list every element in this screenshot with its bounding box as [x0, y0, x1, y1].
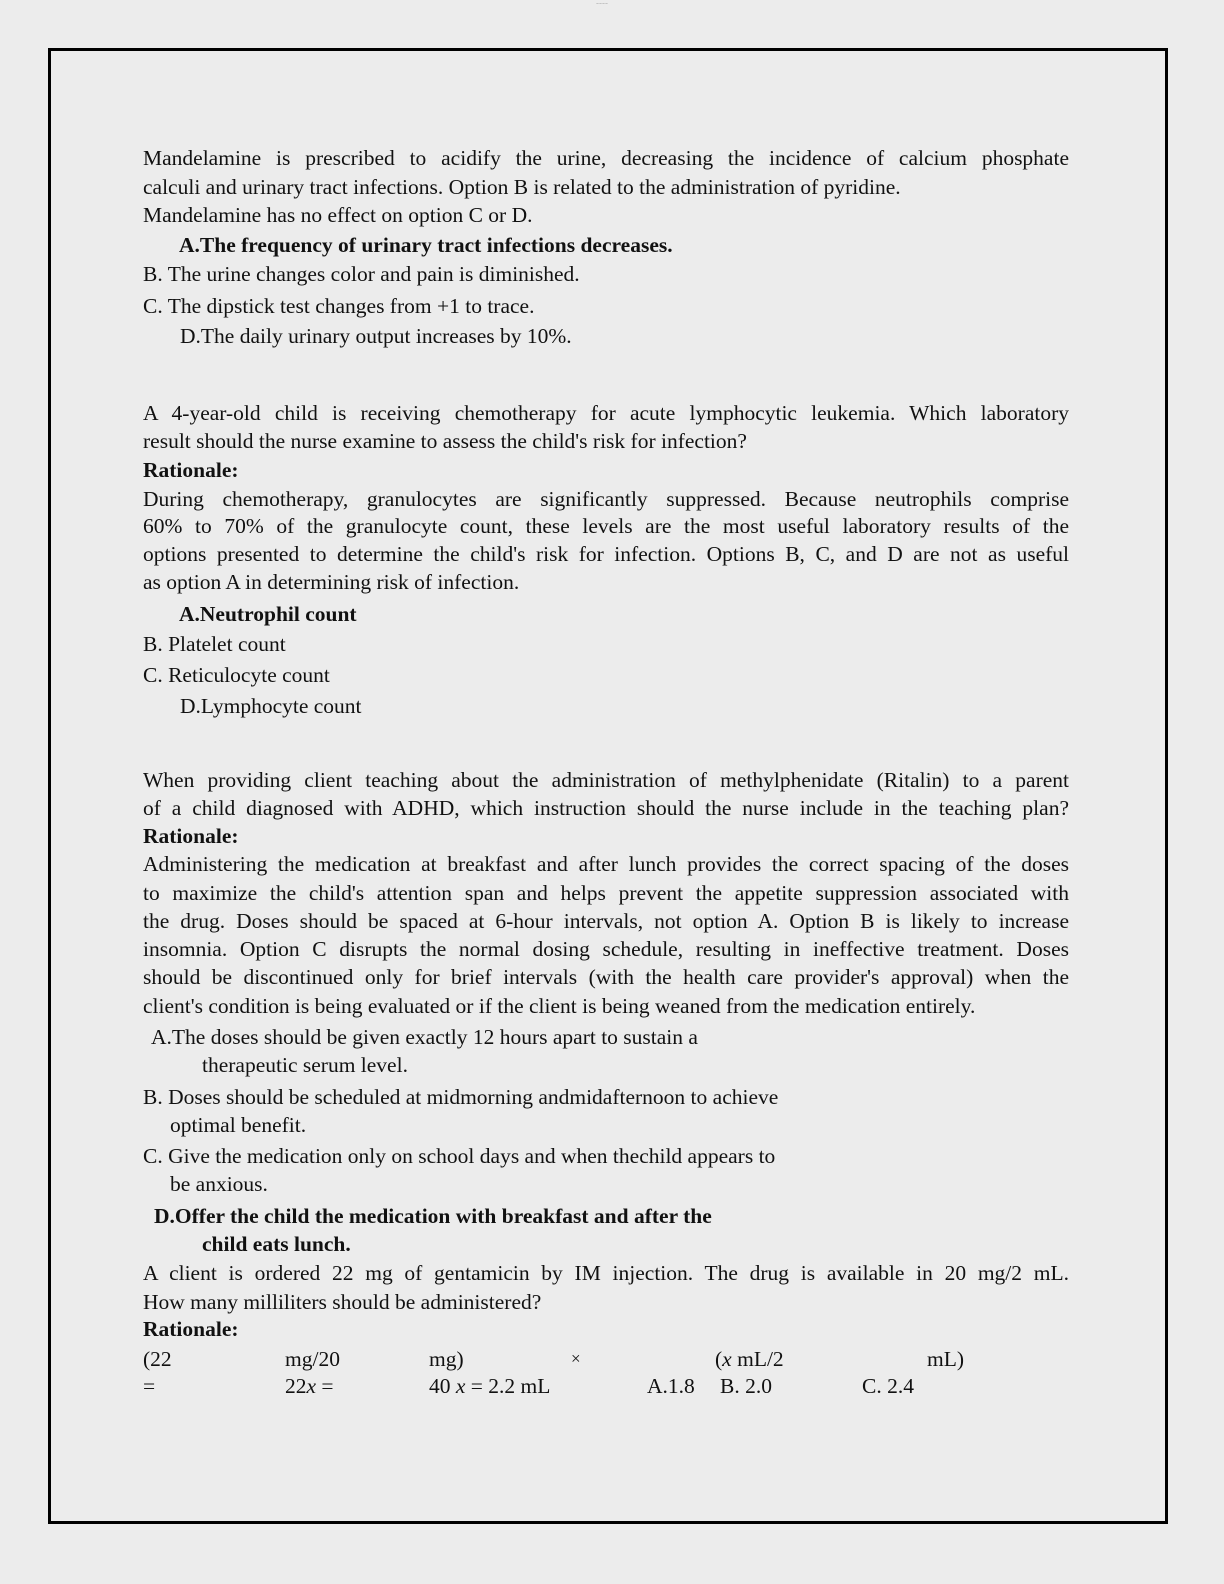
q2-option-a-correct: A.Neutrophil count: [179, 602, 357, 626]
multiply-sign: ×: [571, 1349, 581, 1368]
calc-term: mg/20: [285, 1347, 340, 1371]
q4-option-b: B. 2.0: [720, 1374, 772, 1398]
q3-option-d-correct-cont: child eats lunch.: [202, 1232, 351, 1256]
q4-option-a: A.1.8: [647, 1374, 695, 1398]
calc-term: [285, 1372, 334, 1400]
q3-rationale-line: Administering the medication at breakfast and after lunch provides the correct spacing of the doses: [143, 852, 1069, 876]
q3-rationale-line: client's condition is being evaluated or if the client is being weaned from the medication entirely.: [143, 994, 976, 1018]
q2-rationale-line: options presented to determine the child's risk for infection. Options B, C, and D are not as useful: [143, 542, 1069, 566]
q4-rationale-heading: Rationale:: [143, 1317, 239, 1341]
calc-term: (22: [143, 1347, 172, 1371]
calc-number: 40: [429, 1374, 456, 1398]
calc-equals: =: [143, 1374, 156, 1398]
calc-variable: x: [455, 1374, 466, 1398]
calc-result: = 2.2 mL: [465, 1374, 551, 1398]
q3-question-line: When providing client teaching about the administration of methylphenidate (Ritalin) to a parent: [143, 768, 1069, 792]
q3-rationale-line: the drug. Doses should be spaced at 6-hour intervals, not option A. Option B is likely to increase: [143, 909, 1069, 933]
calc-variable: x: [722, 1347, 732, 1371]
q3-option-c-cont: be anxious.: [170, 1172, 268, 1196]
q2-rationale-line: During chemotherapy, granulocytes are significantly suppressed. Because neutrophils comprise: [143, 487, 1069, 511]
q1-rationale-line: Mandelamine is prescribed to acidify the urine, decreasing the incidence of calcium phosphate: [143, 146, 1069, 170]
q3-rationale-heading: Rationale:: [143, 824, 239, 848]
q1-option-b: B. The urine changes color and pain is diminished.: [143, 262, 580, 286]
q3-option-d-correct: D.Offer the child the medication with breakfast and after the: [154, 1204, 712, 1228]
calc-equals: =: [316, 1374, 334, 1398]
q3-rationale-line: insomnia. Option C disrupts the normal dosing schedule, resulting in ineffective treatment. Doses: [143, 937, 1069, 961]
calc-paren: (: [715, 1347, 723, 1371]
q2-rationale-heading: Rationale:: [143, 458, 239, 482]
q3-question-line: of a child diagnosed with ADHD, which instruction should the nurse include in the teaching plan?: [143, 796, 1069, 820]
calc-term: [429, 1372, 550, 1400]
q2-option-b: B. Platelet count: [143, 632, 286, 656]
calc-term: [715, 1345, 784, 1373]
q3-option-b-cont: optimal benefit.: [170, 1113, 307, 1137]
q3-option-a-cont: therapeutic serum level.: [202, 1053, 408, 1077]
calc-number: 22: [285, 1374, 307, 1398]
page-header-mark: ................: [596, 1, 608, 5]
q4-option-c: C. 2.4: [862, 1374, 914, 1398]
calc-unit: mL/2: [731, 1347, 784, 1371]
q3-rationale-line: to maximize the child's attention span and helps prevent the appetite suppression associated with: [143, 881, 1069, 905]
q1-rationale-line: Mandelamine has no effect on option C or D.: [143, 203, 533, 227]
q2-rationale-line: 60% to 70% of the granulocyte count, these levels are the most useful laboratory results of the: [143, 514, 1069, 538]
q1-rationale-line: calculi and urinary tract infections. Option B is related to the administration of pyridine.: [143, 175, 901, 199]
calc-term: mg): [429, 1347, 464, 1371]
q1-option-c: C. The dipstick test changes from +1 to trace.: [143, 294, 535, 318]
q1-option-a-correct: A.The frequency of urinary tract infections decreases.: [179, 233, 673, 257]
calc-term: mL): [927, 1347, 965, 1371]
q2-question-line: result should the nurse examine to assess the child's risk for infection?: [143, 429, 747, 453]
q4-question-line: How many milliliters should be administered?: [143, 1290, 542, 1314]
q2-option-d: D.Lymphocyte count: [180, 694, 362, 718]
q3-option-c: C. Give the medication only on school days and when thechild appears to: [143, 1144, 776, 1168]
q3-rationale-line: should be discontinued only for brief intervals (with the health care provider's approval) when the: [143, 965, 1069, 989]
q2-option-c: C. Reticulocyte count: [143, 663, 330, 687]
q2-question-line: A 4-year-old child is receiving chemotherapy for acute lymphocytic leukemia. Which laboratory: [143, 401, 1069, 425]
q4-question-line: A client is ordered 22 mg of gentamicin by IM injection. The drug is available in 20 mg/2 mL.: [143, 1261, 1069, 1285]
calc-variable: x: [306, 1374, 317, 1398]
q1-option-d: D.The daily urinary output increases by 10%.: [180, 324, 572, 348]
q2-rationale-line: as option A in determining risk of infection.: [143, 570, 520, 594]
q3-option-a: A.The doses should be given exactly 12 hours apart to sustain a: [151, 1025, 698, 1049]
q3-option-b: B. Doses should be scheduled at midmorning andmidafternoon to achieve: [143, 1085, 779, 1109]
